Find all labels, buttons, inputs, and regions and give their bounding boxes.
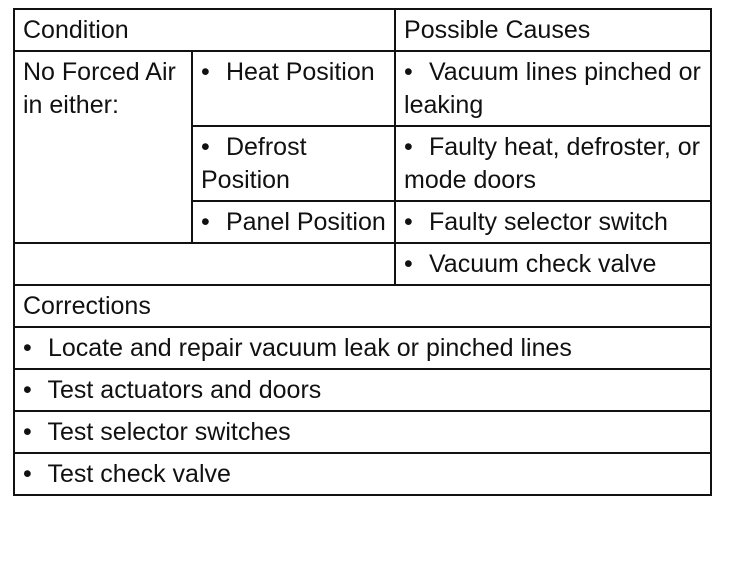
cause-label: Vacuum check valve xyxy=(428,250,657,278)
cause-cell xyxy=(395,201,711,243)
cause-label: Faulty heat, defroster, or mode doors xyxy=(404,133,700,194)
correction-cell xyxy=(14,411,711,453)
bullet-icon: • xyxy=(23,418,32,446)
cause-cell xyxy=(395,243,711,285)
correction-label: Locate and repair vacuum leak or pinched lines xyxy=(47,334,572,362)
condition-cell xyxy=(14,51,192,243)
correction-label: Test selector switches xyxy=(47,418,291,446)
correction-row xyxy=(14,411,711,453)
correction-label: Test actuators and doors xyxy=(47,376,322,404)
header-row xyxy=(14,9,711,51)
bullet-icon: • xyxy=(201,58,210,86)
correction-row xyxy=(14,369,711,411)
cause-cell xyxy=(395,51,711,126)
possible-causes-header: Possible Causes xyxy=(395,9,711,51)
corrections-header: Corrections xyxy=(14,285,711,327)
empty-cell xyxy=(14,243,395,285)
bullet-icon: • xyxy=(23,460,32,488)
corrections-header-row xyxy=(14,285,711,327)
bullet-icon: • xyxy=(201,133,210,161)
correction-label: Test check valve xyxy=(47,460,231,488)
correction-cell xyxy=(14,369,711,411)
extra-cause-row xyxy=(14,243,711,285)
bullet-icon: • xyxy=(201,208,210,236)
position-cell xyxy=(192,126,395,201)
cause-label: Vacuum lines pinched or leaking xyxy=(404,58,701,119)
condition-label: No Forced Air in either: xyxy=(23,58,176,119)
position-label: Panel Position xyxy=(225,208,386,236)
bullet-icon: • xyxy=(404,58,413,86)
bullet-icon: • xyxy=(23,334,32,362)
position-label: Defrost Position xyxy=(201,133,307,194)
bullet-icon: • xyxy=(404,208,413,236)
bullet-icon: • xyxy=(23,376,32,404)
cause-label: Faulty selector switch xyxy=(428,208,668,236)
position-cell xyxy=(192,51,395,126)
diagnosis-table xyxy=(13,8,712,496)
correction-cell xyxy=(14,327,711,369)
condition-row xyxy=(14,51,711,126)
bullet-icon: • xyxy=(404,133,413,161)
correction-cell xyxy=(14,453,711,495)
condition-header: Condition xyxy=(14,9,395,51)
cause-cell xyxy=(395,126,711,201)
bullet-icon: • xyxy=(404,250,413,278)
position-cell xyxy=(192,201,395,243)
correction-row xyxy=(14,453,711,495)
position-label: Heat Position xyxy=(225,58,375,86)
correction-row xyxy=(14,327,711,369)
